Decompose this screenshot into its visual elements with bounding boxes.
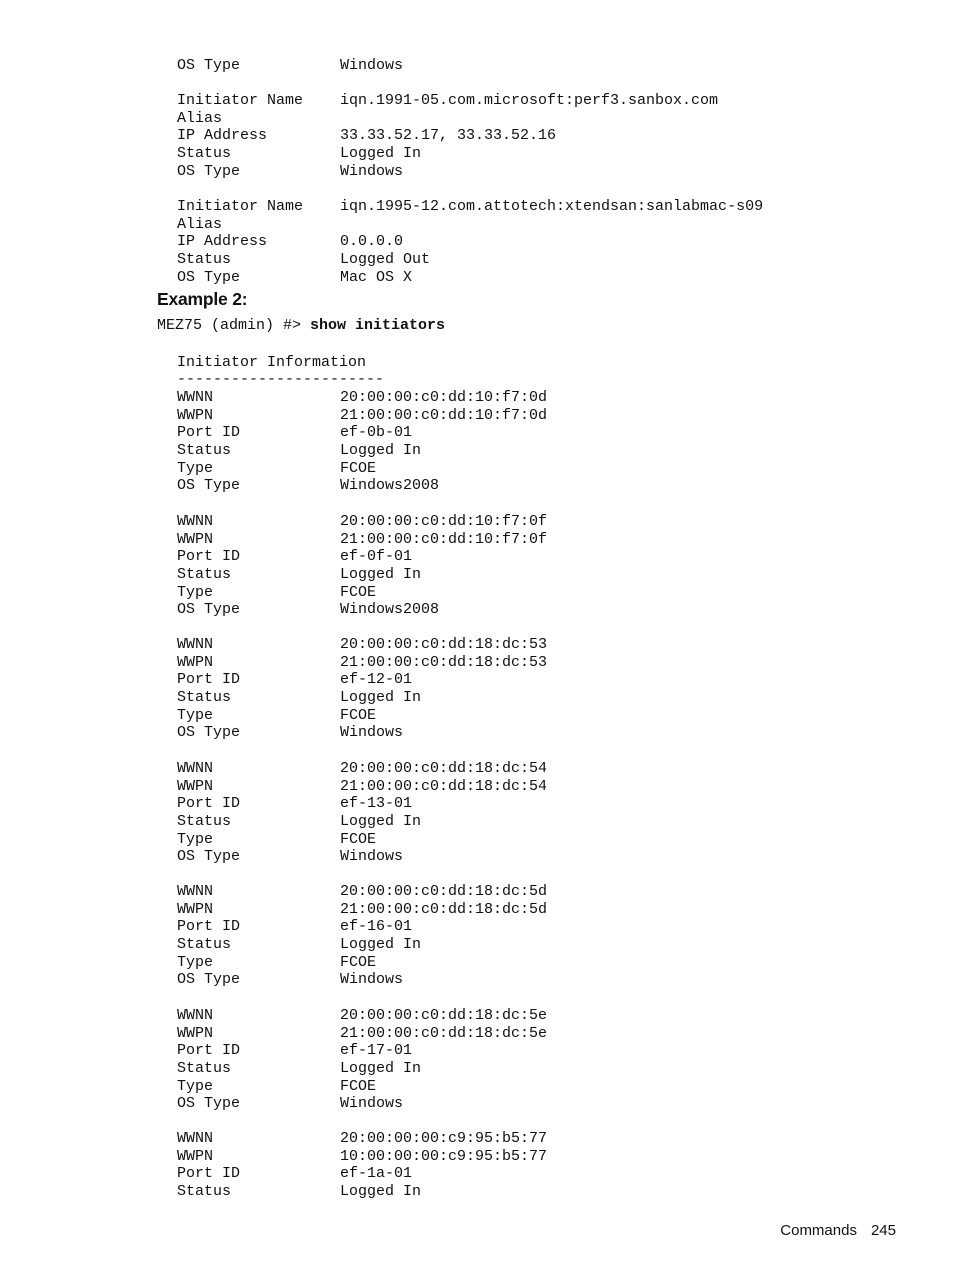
field-value: 10:00:00:00:c9:95:b5:77 (340, 1147, 548, 1165)
field-key: WWPN (177, 900, 214, 918)
field-value: 0.0.0.0 (340, 233, 404, 251)
field-value: 21:00:00:c0:dd:10:f7:0f (340, 530, 548, 548)
field-value: FCOE (340, 953, 377, 971)
field-value: Logged In (340, 1183, 422, 1201)
field-key: OS Type (177, 477, 241, 495)
field-key: WWPN (177, 1147, 214, 1165)
field-key: OS Type (177, 57, 241, 74)
field-key: Port ID (177, 1165, 241, 1183)
field-key: Type (177, 459, 214, 477)
field-key: WWNN (177, 1130, 214, 1147)
field-key: WWNN (177, 389, 214, 406)
field-value: ef-13-01 (340, 795, 413, 813)
field-value: iqn.1995-12.com.attotech:xtendsan:sanlabmac-s09 (340, 198, 764, 215)
field-value: FCOE (340, 583, 377, 601)
field-key: OS Type (177, 162, 241, 180)
field-key: IP Address (177, 127, 268, 145)
field-key: Port ID (177, 424, 241, 442)
field-value: Windows (340, 162, 404, 180)
field-value: 21:00:00:c0:dd:10:f7:0d (340, 406, 548, 424)
field-value: Logged In (340, 566, 422, 584)
field-key: OS Type (177, 268, 241, 286)
field-key: WWPN (177, 530, 214, 548)
field-key: Status (177, 566, 232, 584)
field-key: Status (177, 442, 232, 460)
field-value: 20:00:00:c0:dd:18:dc:5d (340, 883, 548, 900)
field-value: ef-12-01 (340, 671, 413, 689)
field-value: ef-0b-01 (340, 424, 413, 442)
field-value: 20:00:00:c0:dd:18:dc:54 (340, 760, 548, 777)
field-key: WWNN (177, 760, 214, 777)
field-value: 20:00:00:00:c9:95:b5:77 (340, 1130, 548, 1147)
field-key: Port ID (177, 548, 241, 566)
field-key: Status (177, 251, 232, 269)
field-value: iqn.1991-05.com.microsoft:perf3.sanbox.com (340, 92, 719, 109)
field-value: Windows2008 (340, 477, 440, 495)
field-value: Logged Out (340, 251, 431, 269)
field-value: FCOE (340, 1077, 377, 1095)
field-key: OS Type (177, 1095, 241, 1113)
field-value: Mac OS X (340, 268, 413, 286)
field-value: Windows (340, 724, 404, 742)
field-key: WWNN (177, 883, 214, 900)
field-value: Windows (340, 1095, 404, 1113)
field-key: Status (177, 813, 232, 831)
field-value: Logged In (340, 813, 422, 831)
field-value: FCOE (340, 706, 377, 724)
field-key: WWNN (177, 513, 214, 530)
page-number: 245 (870, 1222, 896, 1239)
field-value: Logged In (340, 936, 422, 954)
field-value: 21:00:00:c0:dd:18:dc:53 (340, 653, 548, 671)
field-value: Logged In (340, 689, 422, 707)
field-value: ef-17-01 (340, 1042, 413, 1060)
field-key: WWNN (177, 1007, 214, 1024)
field-value: ef-1a-01 (340, 1165, 413, 1183)
field-key: WWPN (177, 653, 214, 671)
field-value: Logged In (340, 145, 422, 163)
field-value: FCOE (340, 459, 377, 477)
field-key: WWNN (177, 636, 214, 653)
field-key: Type (177, 706, 214, 724)
field-value: ef-0f-01 (340, 548, 413, 566)
field-key: Initiator Name (177, 198, 304, 215)
field-key: Port ID (177, 1042, 241, 1060)
field-value: Windows (340, 57, 404, 74)
field-key: Status (177, 145, 232, 163)
field-key: Initiator Name (177, 92, 304, 109)
field-key: IP Address (177, 233, 268, 251)
page-footer (780, 1222, 896, 1239)
field-value: ef-16-01 (340, 918, 413, 936)
field-key: OS Type (177, 971, 241, 989)
command-prompt (157, 317, 445, 334)
field-key: WWPN (177, 1024, 214, 1042)
info-title: Initiator Information (177, 354, 367, 371)
footer-section: Commands (780, 1222, 857, 1239)
field-key: Status (177, 936, 232, 954)
field-key: Port ID (177, 671, 241, 689)
field-key: Status (177, 689, 232, 707)
field-key: OS Type (177, 848, 241, 866)
field-key: Type (177, 1077, 214, 1095)
field-key: Type (177, 583, 214, 601)
field-value: 21:00:00:c0:dd:18:dc:54 (340, 777, 548, 795)
prompt-command: show initiators (310, 317, 446, 334)
field-key: OS Type (177, 601, 241, 619)
field-key: Type (177, 830, 214, 848)
info-rule: ----------------------- (177, 371, 385, 388)
field-value: 20:00:00:c0:dd:10:f7:0d (340, 389, 548, 406)
field-key: Alias (177, 109, 223, 127)
field-value: Logged In (340, 442, 422, 460)
field-value: Windows2008 (340, 601, 440, 619)
field-key: Alias (177, 215, 223, 233)
field-key: Status (177, 1060, 232, 1078)
field-value: Windows (340, 848, 404, 866)
field-key: WWPN (177, 406, 214, 424)
field-value: 33.33.52.17, 33.33.52.16 (340, 127, 557, 145)
field-value: 21:00:00:c0:dd:18:dc:5d (340, 900, 548, 918)
field-value: FCOE (340, 830, 377, 848)
field-value: 20:00:00:c0:dd:10:f7:0f (340, 513, 548, 530)
field-key: WWPN (177, 777, 214, 795)
prompt-prefix: MEZ75 (admin) #> (157, 317, 311, 334)
example-heading: Example 2: (157, 289, 248, 309)
field-value: 21:00:00:c0:dd:18:dc:5e (340, 1024, 548, 1042)
field-key: Port ID (177, 795, 241, 813)
field-value: Windows (340, 971, 404, 989)
field-key: Status (177, 1183, 232, 1201)
field-key: OS Type (177, 724, 241, 742)
field-value: Logged In (340, 1060, 422, 1078)
field-value: 20:00:00:c0:dd:18:dc:5e (340, 1007, 548, 1024)
field-key: Type (177, 953, 214, 971)
field-key: Port ID (177, 918, 241, 936)
field-value: 20:00:00:c0:dd:18:dc:53 (340, 636, 548, 653)
